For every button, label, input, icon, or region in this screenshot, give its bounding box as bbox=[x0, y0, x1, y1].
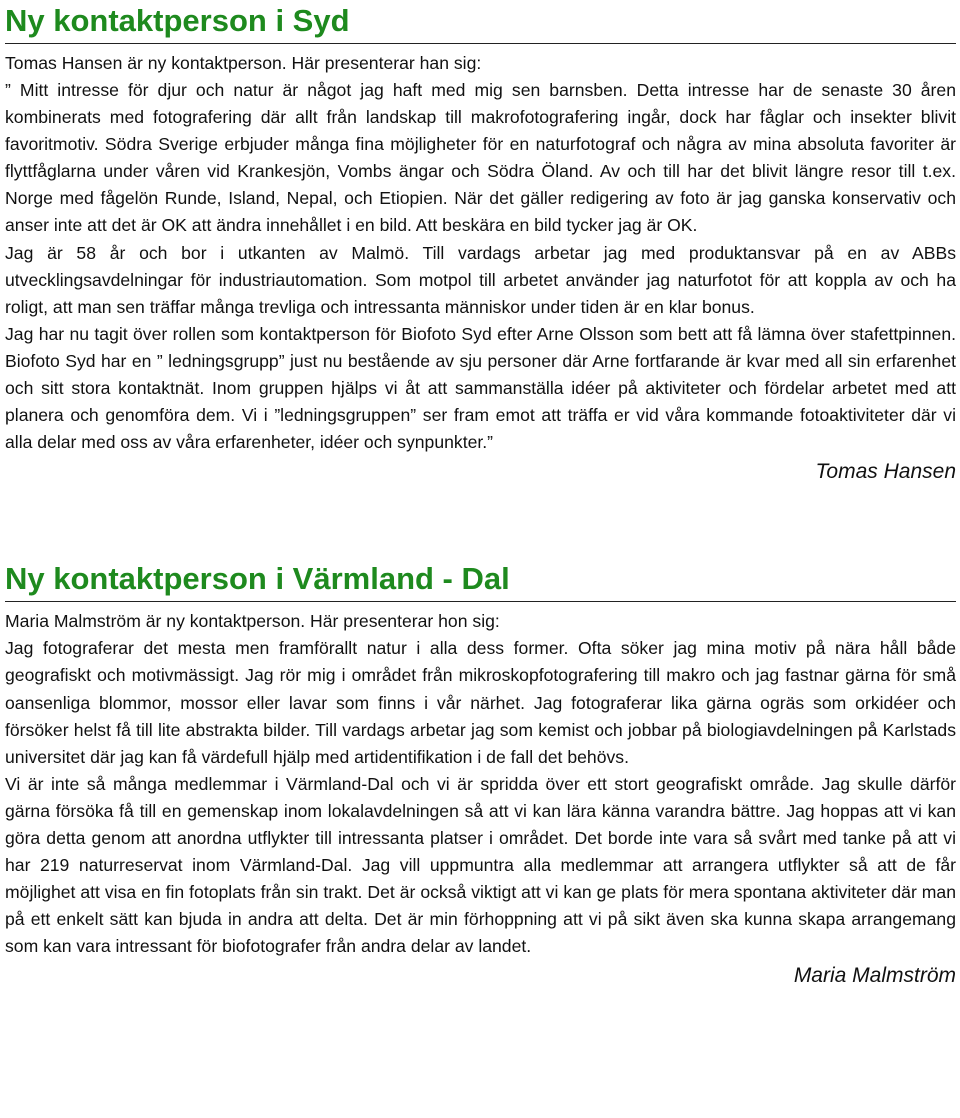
section-divider bbox=[5, 601, 956, 602]
paragraph: Jag är 58 år och bor i utkanten av Malmö. Till vardags arbetar jag med produktansvar på en av ABBs utvecklingsavdelningar för industriautomation. Som motpol till arbetet använder jag naturfotot för att koppla av och ha roligt, att man sen träffar många trevliga och intressanta människor under tiden är en klar bonus. bbox=[5, 242, 956, 317]
section-intro: Tomas Hansen är ny kontaktperson. Här presenterar han sig: bbox=[5, 53, 482, 73]
paragraph: Jag fotograferar det mesta men framförallt natur i alla dess former. Ofta söker jag mina motiv på nära håll både geografiskt och motivmässigt. Jag rör mig i området från mikroskopfotografering till makro och jag fastnar gärna för små oansenliga blommor, mossor eller lavar som finns i vår närhet. Jag fotograferar lika gärna ogräs som orkidéer och försöker helst få till lite abstrakta bilder. Till vardags arbetar jag som kemist och jobbar på biologiavdelningen på Karlstads universitet där jag kan få värdefull hjälp med artidentifikation i de fall det behövs. bbox=[5, 638, 956, 767]
section-varmland-dal bbox=[5, 558, 956, 990]
section-intro: Maria Malmström är ny kontaktperson. Här presenterar hon sig: bbox=[5, 611, 500, 632]
signature: Tomas Hansen bbox=[815, 460, 956, 484]
paragraph: Vi är inte så många medlemmar i Värmland-Dal och vi är spridda över ett stort geografiskt område. Jag skulle därför gärna försöka få till en gemenskap inom lokalavdelningen så att vi kan lära känna varandra bättre. Jag hoppas att vi kan göra detta genom att anordna utflykter till intressanta platser i området. Det borde inte vara så svårt med tanke på att vi har 219 naturreservat inom Värmland-Dal. Jag vill uppmuntra alla medlemmar att arrangera utflykter så att de får möjlighet att visa en fin fotoplats från sin trakt. Det är också viktigt att vi kan ge plats för mera spontana aktiviteter där man på ett enkelt sätt kan bjuda in andra att delta. Det är min förhoppning att vi på sikt även ska kunna skapa arrangemang som kan vara intressant för biofotografer från andra delar av landet. bbox=[5, 773, 956, 957]
paragraph: ” Mitt intresse för djur och natur är något jag haft med mig sen barnsben. Detta intresse har de senaste 30 åren kombinerats med fotografering där allt från landskap till makrofotografering ingår, dock har fåglar och insekter blivit favoritmotiv. Södra Sverige erbjuder många fina möjligheter för en naturfotograf och några av mina absoluta favoriter är flyttfåglarna under våren vid Krankesjön, Vombs ängar och Södra Öland. Av och till har det blivit längre resor till t.ex. Norge med fågelön Runde, Island, Nepal, och Etiopien. När det gäller redigering av foto är jag ganska konservativ och anser inte att det är OK att ändra innehållet i en bild. Att beskära en bild tycker jag är OK. bbox=[5, 80, 956, 236]
signature: Maria Malmström bbox=[793, 964, 956, 988]
section-title: Ny kontaktperson i Värmland - Dal bbox=[5, 561, 510, 597]
section-syd bbox=[5, 0, 956, 486]
paragraph: Jag har nu tagit över rollen som kontaktperson för Biofoto Syd efter Arne Olsson som bett att få lämna över stafettpinnen. Biofoto Syd har en ” ledningsgrupp” just nu bestående av sju personer där Arne fortfarande är kvar med all sin erfarenhet och sitt stora kontaktnät. Inom gruppen hjälps vi åt att sammanställa idéer på aktiviteter och fördelar arbetet med att planera och genomföra dem. Vi i ”ledningsgruppen” ser fram emot att träffa er vid våra kommande fotoaktiviteter där vi alla delar med oss av våra erfarenheter, idéer och synpunkter.” bbox=[5, 323, 956, 453]
section-divider bbox=[5, 43, 956, 44]
section-title: Ny kontaktperson i Syd bbox=[5, 3, 350, 38]
